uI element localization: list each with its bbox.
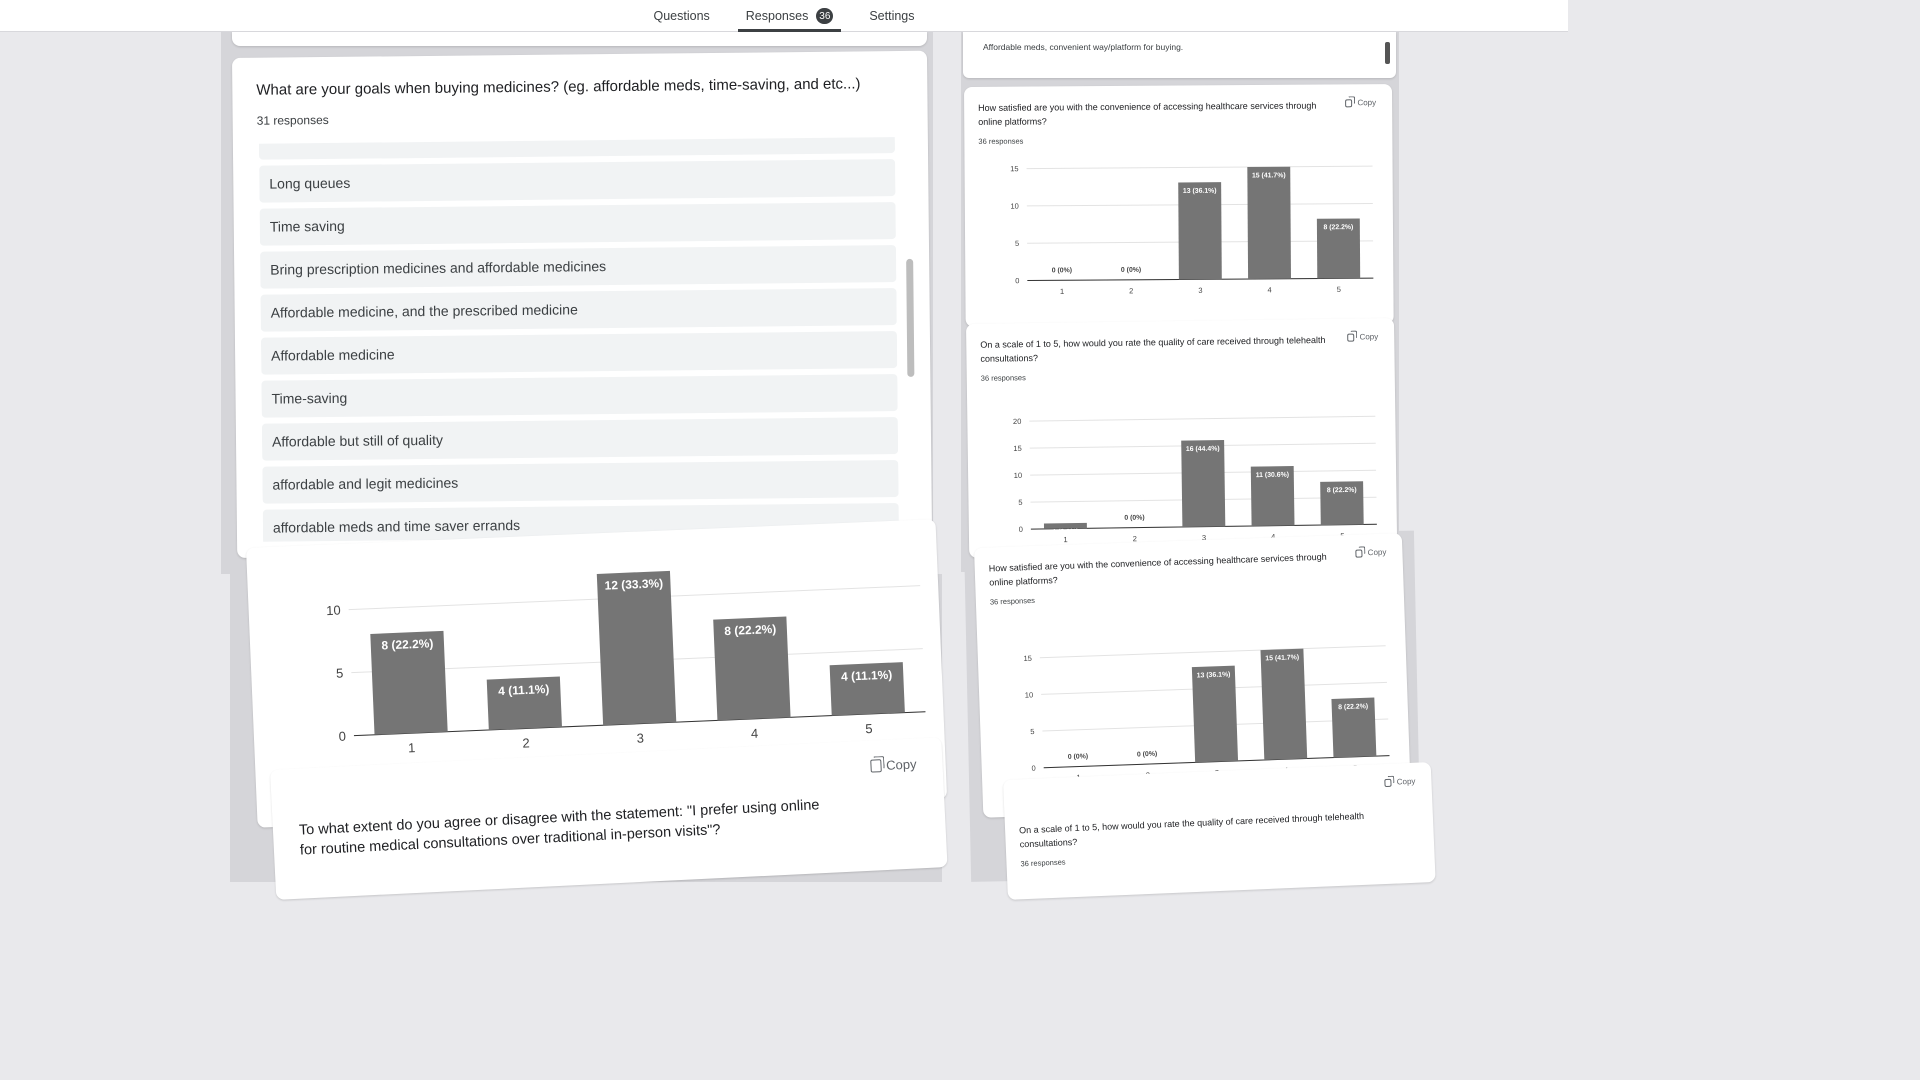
bar-data-label: 13 (36.1%)	[1182, 187, 1217, 195]
bar-data-label: 0 (0%)	[1051, 267, 1073, 275]
bar-data-label: 13 (36.1%)	[1196, 671, 1231, 680]
x-tick-label: 1	[1063, 535, 1068, 545]
mini-chart-card	[964, 84, 1394, 327]
bar	[1178, 182, 1222, 279]
y-tick-label: 15	[1013, 443, 1022, 453]
response-count: 36 responses	[978, 136, 1024, 146]
x-tick-label: 3	[1201, 533, 1207, 543]
bar-data-label: 8 (22.2%)	[1338, 703, 1369, 712]
bar-data-label: 0 (0%)	[1136, 750, 1158, 759]
list-item: affordable meds and time saver errands	[263, 503, 899, 542]
mini-chart-card	[966, 318, 1397, 558]
copy-label: Copy	[1367, 547, 1387, 558]
grid-line	[1029, 416, 1375, 421]
bar-data-label: 16 (44.4%)	[1185, 445, 1220, 454]
y-tick-label: 0	[1031, 763, 1036, 773]
list-item: Bring prescription medicines and affordable medicines	[260, 245, 896, 289]
copy-button[interactable]	[870, 756, 917, 773]
response-count: 31 responses	[256, 112, 329, 128]
y-tick-label: 10	[325, 602, 341, 619]
bar-data-label: 0 (0%)	[1067, 753, 1089, 761]
tab-responses[interactable]	[738, 0, 842, 32]
x-tick-label: 2	[522, 735, 530, 751]
bar-data-label: 4 (11.1%)	[497, 681, 550, 699]
previous-card-edge	[232, 32, 927, 46]
response-list[interactable]	[259, 137, 899, 542]
list-item: Time-saving	[261, 374, 897, 418]
x-tick-label: 5	[1336, 284, 1341, 294]
bar-chart	[966, 318, 1397, 558]
question-title: To what extent do you agree or disagree with the statement: "I prefer using online for routine medical consultations over traditional in-person visits"?	[298, 797, 820, 859]
list-item: Time saving	[260, 202, 896, 246]
tab-settings[interactable]	[861, 0, 922, 32]
bar-data-label: 0 (0%)	[1120, 266, 1142, 274]
question-title: On a scale of 1 to 5, how would you rate the quality of care received through telehealth consultations?	[980, 334, 1326, 364]
y-tick-label: 5	[335, 665, 344, 681]
bar-data-label: 12 (33.3%)	[604, 576, 664, 593]
grid-line	[1027, 166, 1373, 168]
text-response-card	[963, 32, 1396, 78]
copy-icon	[1385, 778, 1392, 786]
x-tick-label: 2	[1129, 286, 1134, 296]
bar-data-label: 8 (22.2%)	[381, 636, 434, 653]
bar-data-label: 8 (22.2%)	[1323, 224, 1354, 232]
y-tick-label: 15	[1010, 164, 1019, 174]
y-tick-label: 5	[1030, 726, 1035, 737]
list-item: Affordable medicine, and the prescribed medicine	[260, 288, 896, 332]
y-tick-label: 5	[1018, 497, 1023, 507]
response-count: 36 responses	[1020, 857, 1066, 869]
copy-label: Copy	[1357, 98, 1377, 108]
bar-chart	[974, 533, 1410, 788]
list-scrollbar[interactable]	[906, 259, 914, 377]
tab-responses-label: Responses	[745, 9, 809, 23]
x-tick-label: 2	[1132, 534, 1137, 544]
bar	[1181, 440, 1225, 527]
question-title: How satisfied are you with the convenience of accessing healthcare services through online platforms?	[978, 100, 1317, 127]
copy-label: Copy	[1359, 332, 1379, 342]
x-tick-label: 1	[1059, 286, 1065, 296]
copy-icon	[870, 759, 882, 773]
y-tick-label: 0	[1015, 276, 1020, 286]
bar-data-label: 8 (22.2%)	[724, 621, 777, 639]
bar-chart	[964, 84, 1394, 327]
bar-data-label: 11 (30.6%)	[1255, 471, 1290, 480]
list-item: Affordable medicine	[261, 331, 897, 375]
x-tick-label: 4	[750, 725, 759, 742]
y-tick-label: 0	[1018, 524, 1023, 534]
list-item: Long queues	[259, 159, 895, 203]
x-tick-label: 4	[1267, 285, 1272, 295]
x-tick-label: 3	[1198, 285, 1203, 295]
bar-data-label: 8 (22.2%)	[1326, 486, 1357, 495]
list-item: Affordable but still of quality	[262, 417, 898, 461]
response-count: 36 responses	[989, 595, 1036, 607]
bar-data-label: 1 (2.8%)	[1052, 528, 1079, 536]
question-title: How satisfied are you with the convenience of accessing healthcare services through online platforms?	[988, 551, 1327, 588]
y-tick-label: 10	[1010, 201, 1019, 211]
response-count: 36 responses	[980, 373, 1026, 383]
x-tick-label: 3	[636, 730, 645, 746]
question-title: On a scale of 1 to 5, how would you rate the quality of care received through telehealth consultations?	[1018, 810, 1365, 850]
tab-questions[interactable]	[646, 0, 718, 32]
copy-label: Copy	[885, 756, 917, 773]
tab-questions-label: Questions	[653, 9, 710, 23]
responses-count-badge: 36	[816, 8, 833, 24]
bar-chart	[246, 519, 945, 778]
y-tick-label: 10	[1024, 690, 1034, 700]
x-tick-label: 5	[864, 720, 873, 737]
mini-chart-card	[1003, 762, 1436, 900]
bar-data-label: 4 (11.1%)	[840, 667, 893, 684]
copy-label: Copy	[1396, 776, 1416, 787]
copy-button[interactable]	[1385, 777, 1416, 787]
bar-data-label: 15 (41.7%)	[1265, 654, 1300, 663]
bar-data-label: 0 (0%)	[1124, 514, 1145, 522]
y-tick-label: 20	[1012, 416, 1022, 426]
question-title: What are your goals when buying medicines? (eg. affordable meds, time-saving, and etc...)	[256, 75, 861, 99]
response-text: Affordable meds, convenient way/platform for buying.	[983, 42, 1184, 52]
bar	[1192, 666, 1238, 763]
grid-line	[1040, 646, 1386, 658]
bar-data-label: 15 (41.7%)	[1251, 172, 1286, 180]
list-item: affordable and legit medicines	[262, 460, 898, 504]
x-tick-label: 1	[407, 740, 416, 756]
list-item-partial	[259, 137, 895, 160]
bar	[597, 571, 676, 725]
top-tab-bar	[0, 0, 1568, 32]
bar	[1260, 649, 1307, 760]
bar	[1247, 167, 1291, 279]
list-scrollbar[interactable]	[1385, 42, 1390, 64]
y-tick-label: 15	[1023, 653, 1033, 663]
goals-question-card	[232, 51, 932, 558]
y-tick-label: 0	[338, 728, 347, 744]
tab-settings-label: Settings	[869, 9, 915, 23]
y-tick-label: 10	[1013, 470, 1023, 480]
y-tick-label: 5	[1014, 238, 1020, 248]
